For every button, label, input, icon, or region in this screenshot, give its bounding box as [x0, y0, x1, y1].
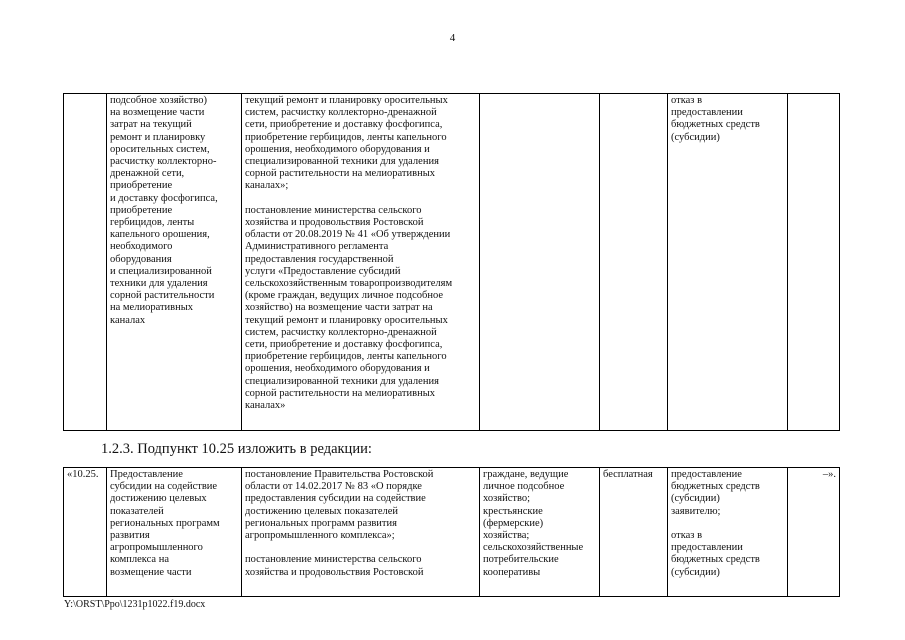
cell-result: предоставление бюджетных средств (субсидии) заявителю; отказ в предоставлении бюджетных средств (субсидии): [668, 468, 788, 597]
cell-service-name: подсобное хозяйство) на возмещение части затрат на текущий ремонт и планировку оросительных систем, расчистку коллекторно- дренажной сети, приобретение и доставку фосфогипса, приобретение гербицидов, ленты капельного орошения, необходимого оборудования и специализированной техники для удаления сорной растительности на мелиоративных каналах: [107, 94, 242, 431]
page-number: 4: [449, 32, 456, 44]
cell-legal-basis: постановление Правительства Ростовской области от 14.02.2017 № 83 «О порядке предоставления субсидии на содействие достижению целевых показателей региональных программ развития агропромышленного комплекса»; постановление министерства сельского хозяйства и продовольствия Ростовской: [242, 468, 480, 597]
cell-result: отказ в предоставлении бюджетных средств (субсидии): [668, 94, 788, 431]
cell-end: –».: [788, 468, 840, 597]
table-row: [64, 94, 840, 431]
cell-legal-basis: текущий ремонт и планировку оросительных систем, расчистку коллекторно-дренажной сети, приобретение и доставку фосфогипса, приобретение гербицидов, ленты капельного орошения, необходимого оборудования и специализированной техники для удаления сорной растительности на мелиоративных каналах»; постановление министерства сельского хозяйства и продовольствия Ростовской области от 20.08.2019 № 41 «Об утверждении Административного регламента предоставления государственной услуги «Предоставление субсидий сельскохозяйственным товаропроизводителям (кроме граждан, ведущих личное подсобное хозяйство) на возмещение части затрат на текущий ремонт и планировку оросительных систем, расчистку коллекторно-дренажной сети, приобретение и доставку фосфогипса, приобретение гербицидов, ленты капельного орошения, необходимого оборудования и специализированной техники для удаления сорной растительности на мелиоративных каналах»: [242, 94, 480, 431]
cell-recipients: [480, 94, 600, 431]
table-row: [64, 468, 840, 597]
cell-number: «10.25.: [64, 468, 107, 597]
services-table-new: [63, 467, 840, 597]
services-table-continued: [63, 93, 840, 431]
cell-payment: бесплатная: [600, 468, 668, 597]
cell-number: [64, 94, 107, 431]
cell-service-name: Предоставление субсидии на содействие достижению целевых показателей региональных программ развития агропромышленного комплекса на возмещение части: [107, 468, 242, 597]
cell-end: [788, 94, 840, 431]
section-heading: 1.2.3. Подпункт 10.25 изложить в редакции:: [101, 441, 372, 457]
cell-payment: [600, 94, 668, 431]
file-path-footer: Y:\ORST\Ppo\1231p1022.f19.docx: [64, 599, 206, 610]
cell-recipients: граждане, ведущие личное подсобное хозяйство; крестьянские (фермерские) хозяйства; сельскохозяйственные потребительские кооперативы: [480, 468, 600, 597]
